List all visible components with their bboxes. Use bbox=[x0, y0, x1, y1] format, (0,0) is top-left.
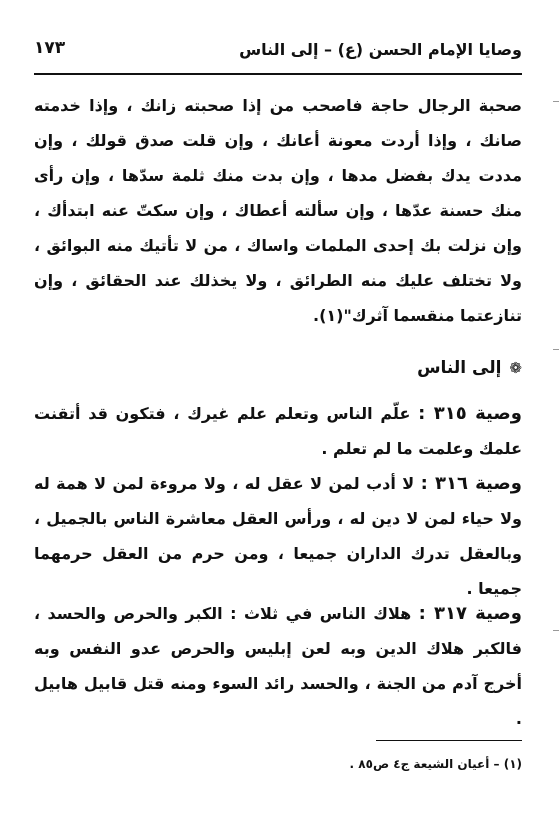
wasiya-317 bbox=[34, 596, 522, 736]
wasiya-label: وصية ٣١٦ : bbox=[420, 473, 522, 494]
wasiya-text: هلاك الناس في ثلاث : الكبر والحرص والحسد ، فالكبر هلاك الدين وبه لعن إبليس والحرص عدو النفس وبه أخرج آدم من الجنة ، والحسد رائد السوء ومنه قتل قابيل هابيل . bbox=[34, 604, 522, 728]
running-header bbox=[34, 34, 522, 68]
wasiya-text: علّم الناس وتعلم علم غيرك ، فتكون قد أتقنت علمك وعلمت ما لم تعلم . bbox=[34, 404, 522, 458]
footnote-rule bbox=[376, 740, 522, 741]
edge-mark bbox=[553, 630, 559, 631]
flower-icon: ❁ bbox=[509, 359, 522, 377]
wasiya-316 bbox=[34, 466, 522, 606]
page-number: ١٧٣ bbox=[34, 38, 66, 58]
wasiya-label: وصية ٣١٧ : bbox=[418, 603, 522, 624]
intro-paragraph bbox=[34, 88, 522, 333]
section-heading-text: إلى الناس bbox=[417, 358, 502, 378]
wasiya-text: لا أدب لمن لا عقل له ، ولا مروءة لمن لا همة له ولا حياء لمن لا دين له ، ورأس العقل معاشرة الناس بالجميل ، وبالعقل تدرك الداران جميعا ، ومن حرم من العقل حرمهما جميعا . bbox=[34, 474, 522, 598]
intro-text: صحبة الرجال حاجة فاصحب من إذا صحبته زانك ، وإذا خدمته صانك ، وإذا أردت معونة أعانك ، وإن قلت صدق قولك ، وإن مددت يدك بفضل مدها ، وإن بدت منك ثلمة سدّها ، وإن رأى منك حسنة عدّها ، وإن سألته أعطاك ، وإن سكتّ عنه ابتدأك ، وإن نزلت بك إحدى الملمات واساك ، من لا تأتيك منه البوائق ، ولا تختلف عليك منه الطرائق ، ولا يخذلك عند الحقائق ، وإن تنازعتما منقسما آثرك"(١). bbox=[34, 96, 522, 325]
wasiya-label: وصية ٣١٥ : bbox=[418, 403, 522, 424]
edge-mark bbox=[553, 349, 559, 350]
wasiya-315 bbox=[34, 396, 522, 466]
header-rule bbox=[34, 73, 522, 75]
edge-mark bbox=[553, 101, 559, 102]
running-title: وصايا الإمام الحسن (ع) – إلى الناس bbox=[239, 40, 522, 59]
footnote: (١) – أعيان الشيعة ج٤ ص٨٥ . bbox=[349, 757, 522, 771]
section-heading bbox=[417, 358, 522, 382]
